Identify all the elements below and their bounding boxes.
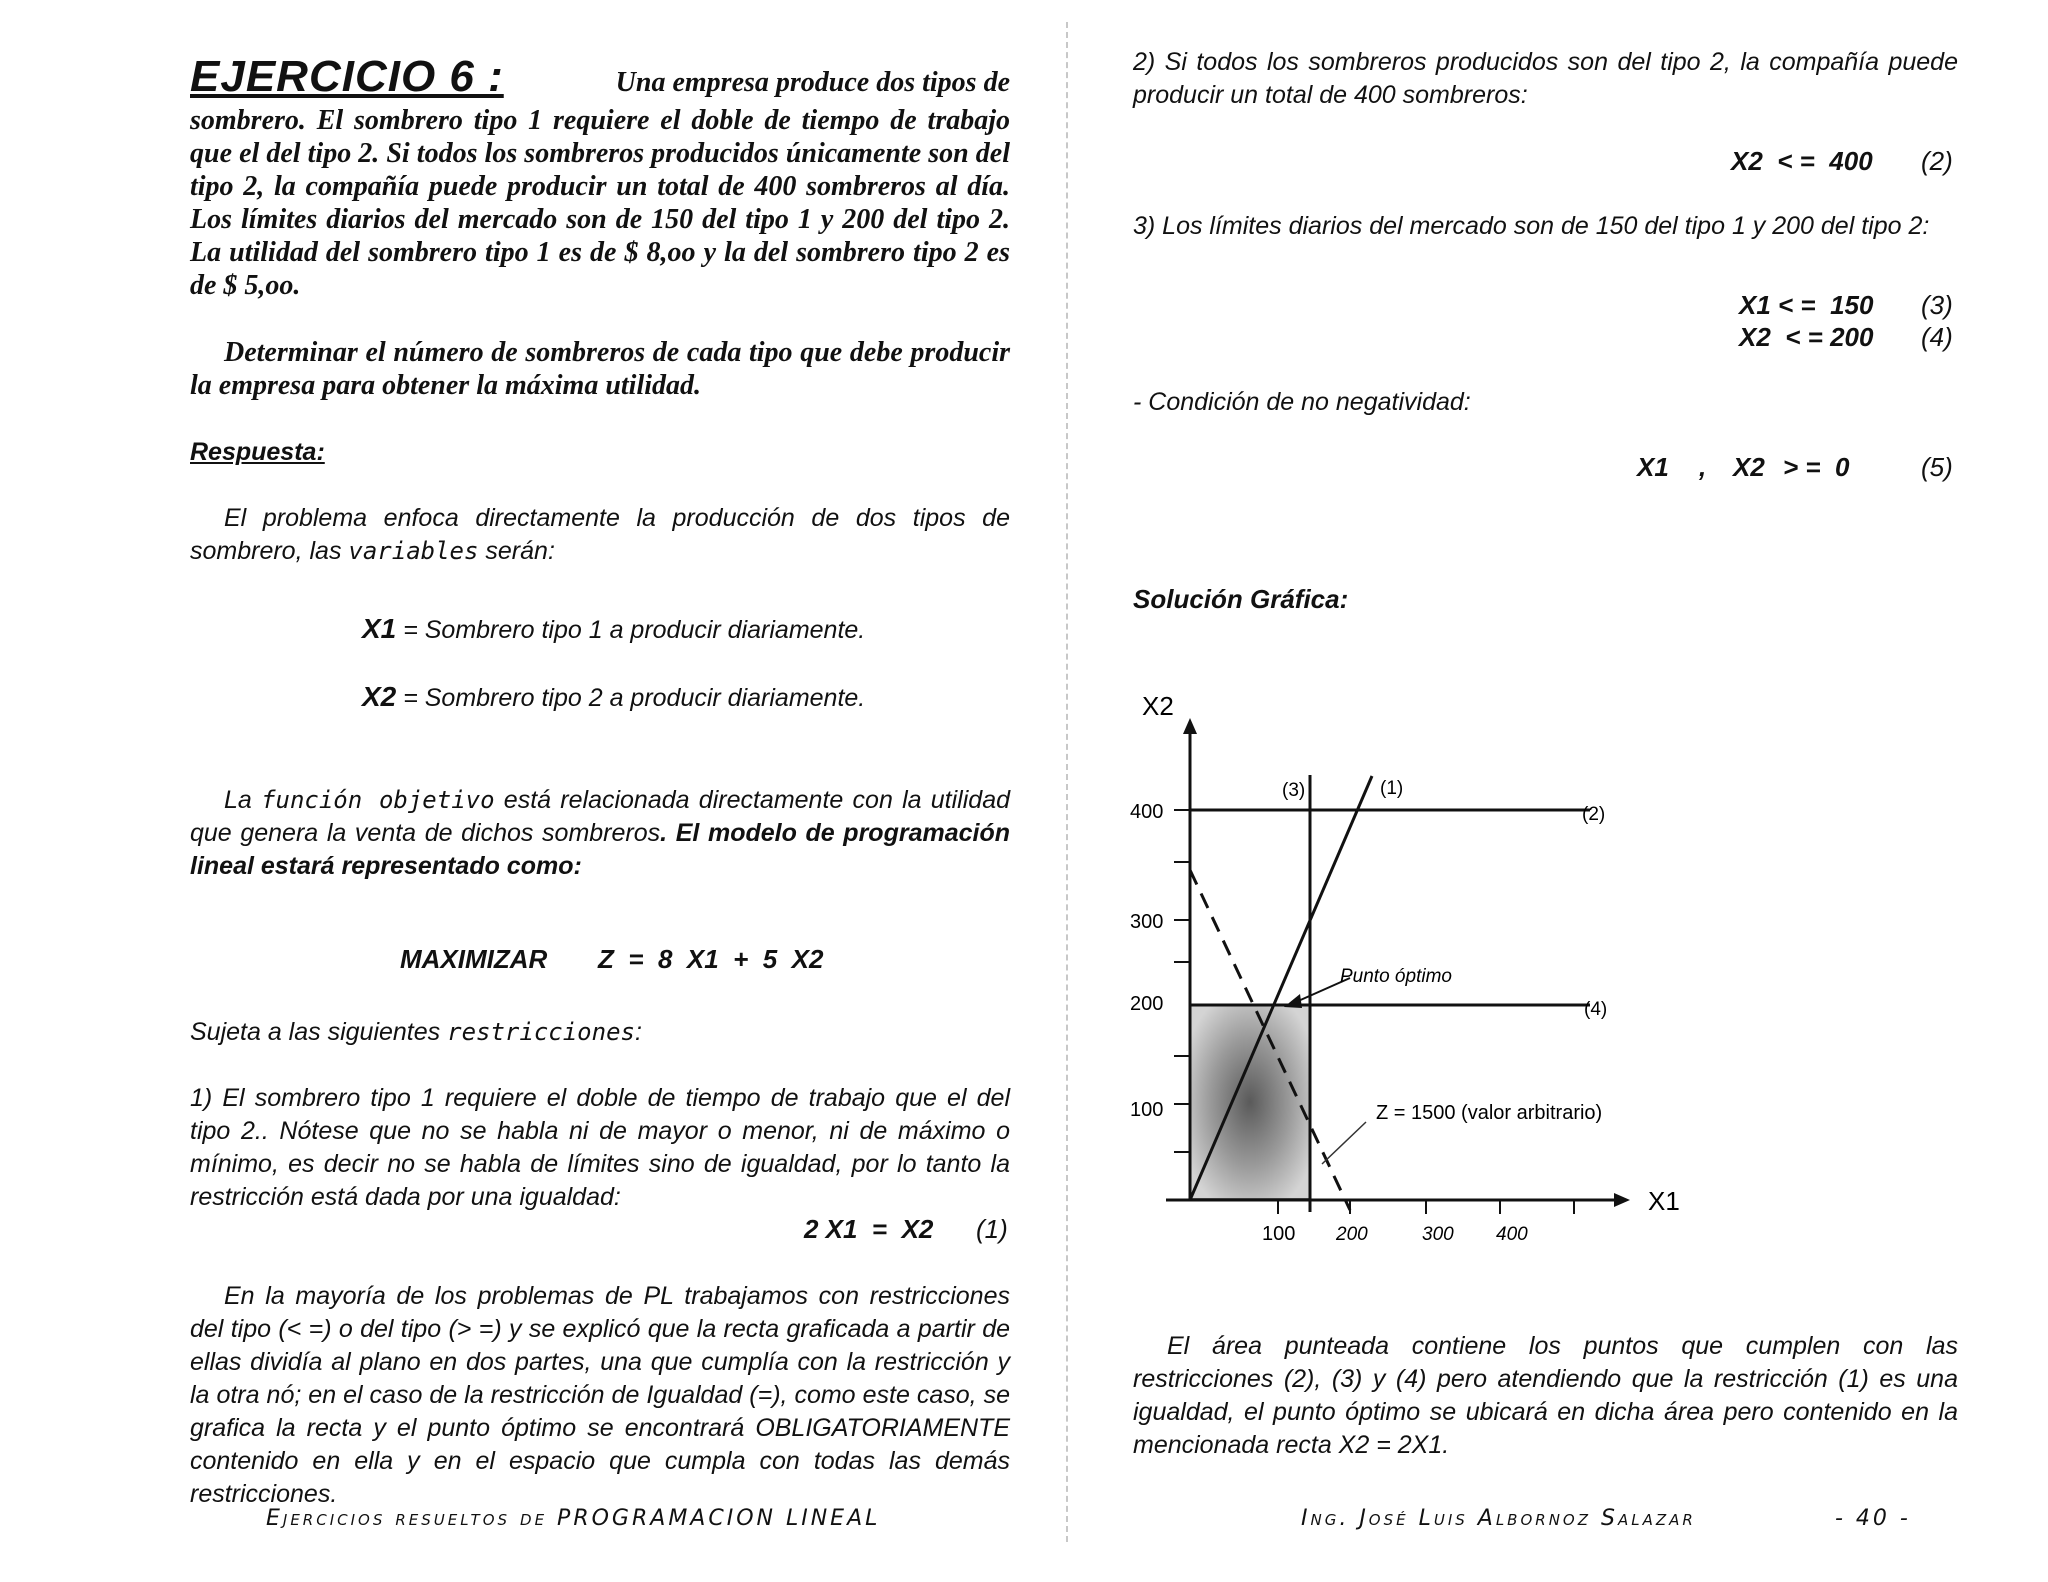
intro-paragraph xyxy=(190,502,1010,568)
restriction-2-number: (2) xyxy=(1921,146,1953,176)
feasible-region xyxy=(1190,1005,1310,1199)
var2-desc: = Sombrero tipo 2 a producir diariamente. xyxy=(403,684,866,712)
maximizar-label: MAXIMIZAR xyxy=(400,944,548,974)
footer-author: Ing. José Luis Albornoz Salazar xyxy=(1301,1506,1696,1531)
restriction-2-text: 2) Si todos los sombreros producidos son del tipo 2, la compañía puede producir un total de 400 sombreros: xyxy=(1133,48,1958,109)
variable-x2 xyxy=(362,680,865,715)
var1-desc: = Sombrero tipo 1 a producir diariamente. xyxy=(403,616,866,644)
fo-bold-text: . El modelo de programación lineal estará representado como: xyxy=(190,819,1010,880)
y-tick-200: 200 xyxy=(1130,993,1164,1015)
x-axis-title: X1 xyxy=(1648,1186,1680,1216)
sujeta-line xyxy=(190,1016,642,1049)
page-divider xyxy=(1066,22,1068,1542)
determine-text: Determinar el número de sombreros de cada tipo que debe producir la empresa para obtener la máxima utilidad. xyxy=(190,337,1010,401)
intro-variables-word: variables xyxy=(348,537,479,565)
y-tick-300: 300 xyxy=(1130,911,1164,933)
restricciones-word: restricciones xyxy=(447,1018,635,1046)
fo-text-b: está relacionada directamente con la utilidad que genera la venta de dichos sombreros xyxy=(190,786,1011,847)
respuesta-heading: Respuesta: xyxy=(190,438,325,466)
z-label-pointer xyxy=(1322,1122,1366,1164)
exercise-statement: sombrero. El sombrero tipo 1 requiere el doble de tiempo de trabajo que el del tipo 2. Si todos los sombreros producidos únicamente son del tipo 2, la compañía puede producir un total de 400 sombreros al día. Los límites diarios del mercado son de 150 del tipo 1 y 200 del tipo 2. La utilidad del sombrero tipo 1 es de $ 8,oo y la del sombrero tipo 2 es de $ 5,oo. xyxy=(190,105,1010,301)
optimal-point-label: Punto óptimo xyxy=(1340,966,1452,987)
x-axis-ticks xyxy=(1278,1200,1574,1214)
nn-x2: X2 xyxy=(1733,452,1765,482)
restriction-4-equation: X2 < = 200 xyxy=(1739,322,1874,352)
footer-title: Ejercicios resueltos de PROGRAMACION LINEAL xyxy=(266,1506,881,1531)
nn-comma: , xyxy=(1699,452,1707,482)
y-axis-ticks xyxy=(1174,810,1190,1152)
var1-name: X1 xyxy=(362,613,397,644)
objective-function-paragraph xyxy=(190,784,1010,883)
x-tick-300: 300 xyxy=(1422,1224,1454,1245)
x-axis-arrow xyxy=(1614,1193,1630,1207)
restriction-1-text: 1) El sombrero tipo 1 requiere el doble de tiempo de trabajo que el del tipo 2.. Nótese que no se habla ni de mayor o menor, ni de máximo o mínimo, es decir no se habla de límites sino de igualdad, por lo tanto la restricción está dada por una igualdad: xyxy=(190,1084,1010,1211)
variable-x1 xyxy=(362,612,865,647)
line-1-label: (1) xyxy=(1380,778,1404,799)
closing-paragraph: El área punteada contiene los puntos que cumplen con las restricciones (2), (3) y (4) pero atendiendo que la restricción (1) es una igualdad, el punto óptimo se ubicará en dicha área pero contenido en la mencionada recta X2 = 2X1. xyxy=(1133,1332,1958,1459)
objective-equation: Z = 8 X1 + 5 X2 xyxy=(598,944,824,974)
restriction-1-equation: 2 X1 = X2 xyxy=(804,1214,934,1244)
solucion-grafica-heading: Solución Gráfica: xyxy=(1133,584,1349,614)
x-tick-100: 100 xyxy=(1262,1223,1296,1245)
nn-relation: > = 0 xyxy=(1783,452,1850,482)
exercise-title: EJERCICIO 6 : xyxy=(190,52,504,101)
z-value-label: Z = 1500 (valor arbitrario) xyxy=(1376,1102,1603,1124)
var2-name: X2 xyxy=(362,681,397,712)
restriction-3-equation: X1 < = 150 xyxy=(1739,290,1874,320)
pl-explanation: En la mayoría de los problemas de PL trabajamos con restricciones del tipo (< =) o del tipo (> =) y se explicó que la recta graficada a partir de ellas dividía al plano en dos partes, una que cumplía con la restricción y la otra nó; en el caso de la restricción de Igualdad (=), como este caso, se grafica la recta y el punto óptimo se encontrará OBLIGATORIAMENTE contenido en ella y en el espacio que cumpla con todas las demás restricciones. xyxy=(190,1282,1010,1508)
graphical-solution xyxy=(1110,670,1710,1270)
statement-first-line: Una empresa produce dos tipos de xyxy=(615,67,1010,98)
x-tick-200: 200 xyxy=(1336,1224,1368,1245)
y-tick-100: 100 xyxy=(1130,1099,1164,1121)
sujeta-colon: : xyxy=(634,1018,642,1046)
y-axis-arrow xyxy=(1183,718,1197,734)
y-tick-400: 400 xyxy=(1130,801,1164,823)
sujeta-text: Sujeta a las siguientes xyxy=(190,1018,441,1046)
optimo-arrowhead xyxy=(1284,994,1302,1008)
x-tick-400: 400 xyxy=(1496,1224,1528,1245)
y-axis-title: X2 xyxy=(1142,691,1174,721)
restriction-3-number: (3) xyxy=(1921,290,1953,320)
line-2-label: (2) xyxy=(1582,804,1606,825)
restriction-1-number: (1) xyxy=(976,1214,1008,1244)
restriction-2-equation: X2 < = 400 xyxy=(1731,146,1873,176)
intro-text-b: serán: xyxy=(485,537,555,565)
intro-text-a: El problema enfoca directamente la producción de dos tipos de sombrero, las xyxy=(190,504,1010,565)
restriction-4-number: (4) xyxy=(1921,322,1953,352)
non-negativity-text: - Condición de no negatividad: xyxy=(1133,388,1471,416)
nn-number: (5) xyxy=(1921,452,1953,482)
footer-page-number: - 40 - xyxy=(1835,1506,1911,1531)
line-3-label: (3) xyxy=(1282,780,1306,801)
fo-text-a: La xyxy=(224,786,252,814)
exercise-heading xyxy=(190,52,1010,102)
nn-x1: X1 xyxy=(1637,452,1669,482)
restriction-3-4-text: 3) Los límites diarios del mercado son de 150 del tipo 1 y 200 del tipo 2: xyxy=(1133,212,1930,240)
fo-word: función objetivo xyxy=(261,786,495,814)
line-4-label: (4) xyxy=(1584,999,1608,1020)
